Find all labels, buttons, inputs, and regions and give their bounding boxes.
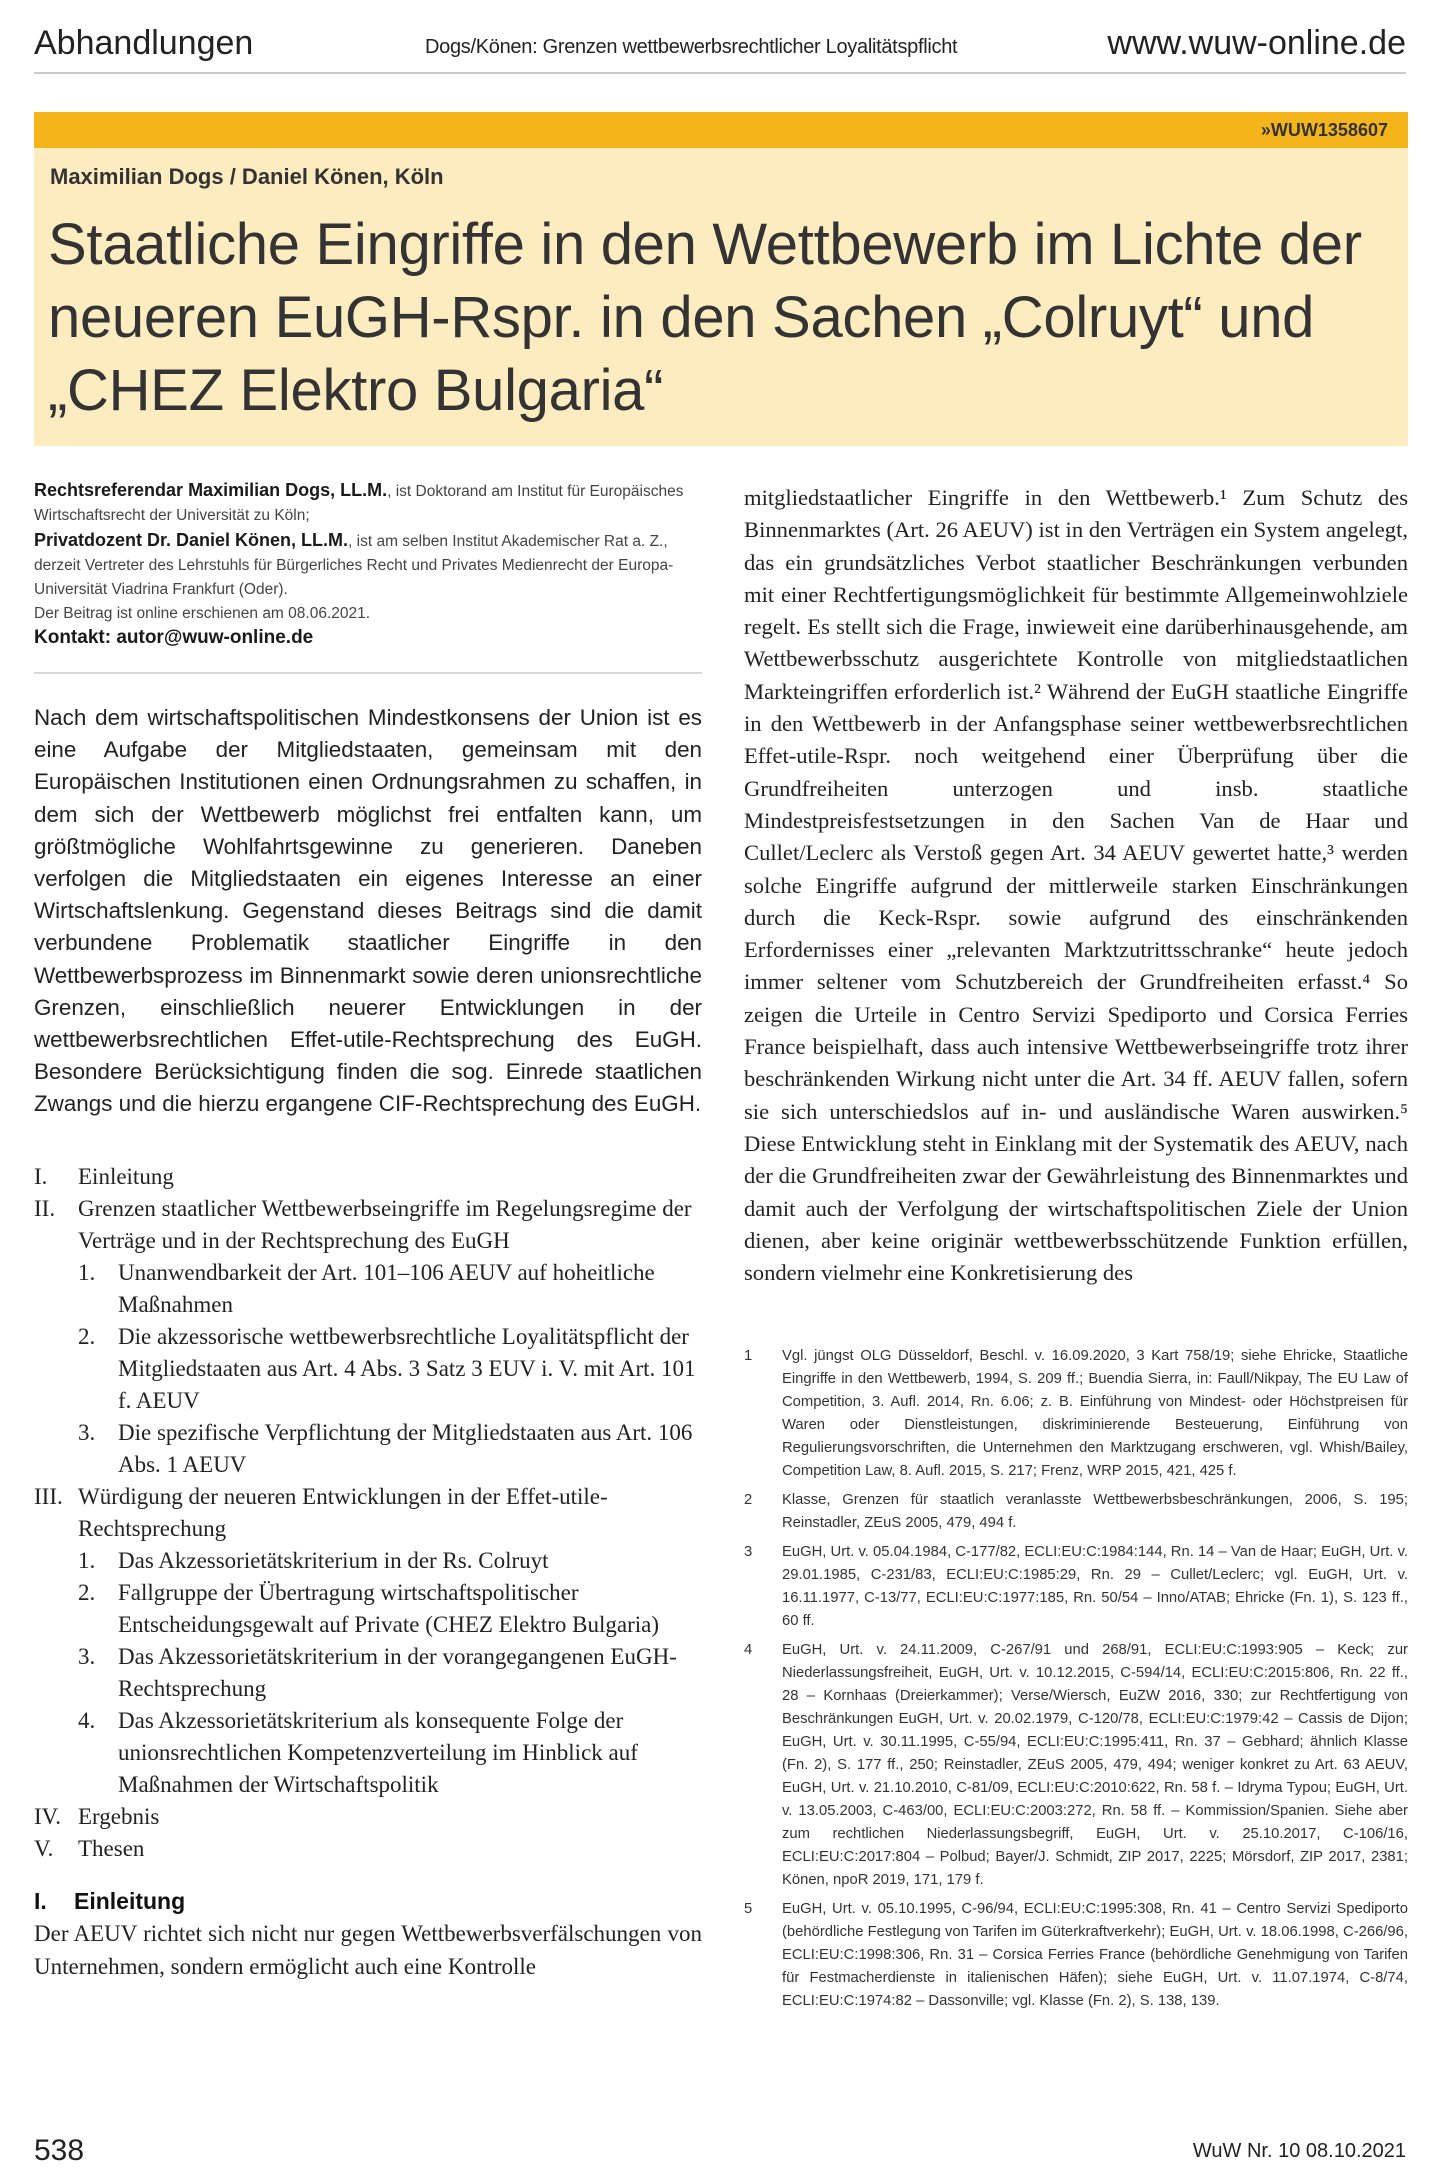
- toc-text: Ergebnis: [78, 1803, 160, 1829]
- toc-text: Die akzessorische wettbewerbsrechtliche Loyalitätspflicht der Mitgliedstaaten aus Art. 4 Abs. 3 Satz 3 EUV i. V. mit Art. 101 f. AEUV: [118, 1323, 696, 1413]
- footnote: [744, 1345, 1408, 1483]
- toc-text: Das Akzessorietätskriterium in der vorangegangenen EuGH-Rechtsprechung: [118, 1643, 677, 1701]
- title-block: [34, 112, 1408, 446]
- footnote: [744, 1541, 1408, 1633]
- author-2-text: , ist am selben Institut Akademischer Rat a. Z., derzeit Vertreter des Lehrstuhls für Bürgerliches Recht und Privates Medienrecht der Europa-Universität Viadrina Frankfurt (Oder).: [34, 533, 674, 598]
- footnote-text: Vgl. jüngst OLG Düsseldorf, Beschl. v. 16.09.2020, 3 Kart 758/19; siehe Ehricke, Staatliche Eingriffe in den Wettbewerb, 1994, S. 209 ff.; Buendia Sierra, in: Faull/Nikpay, The EU Law of Competition, 3. Aufl. 2014, Rn. 6.06; z. B. Einführung von Mindest- oder Höchstpreisen für Waren oder Dienstleistungen, diskriminierende Besteuerung, Einführung von Regulierungsvorschriften, die Unternehmen den Marktzugang erschweren, vgl. Whish/Bailey, Competition Law, 8. Aufl. 2015, S. 217; Frenz, WRP 2015, 421, 425 f.: [782, 1348, 1408, 1480]
- author-2-info: [34, 528, 702, 602]
- toc-text: Das Akzessorietätskriterium in der Rs. Colruyt: [118, 1547, 549, 1573]
- contact-email[interactable]: Kontakt: autor@wuw-online.de: [34, 627, 314, 648]
- toc-subitem[interactable]: [34, 1705, 702, 1801]
- header-divider: [34, 72, 1406, 74]
- toc-number: 1.: [78, 1259, 96, 1285]
- toc-number: V.: [34, 1835, 54, 1861]
- toc-item[interactable]: [34, 1161, 702, 1193]
- toc-number: 2.: [78, 1323, 96, 1349]
- footnote-number: 5: [744, 1901, 753, 1918]
- toc-number: II.: [34, 1195, 56, 1221]
- section-number: I.: [34, 1887, 47, 1914]
- article-title: Staatliche Eingriffe in den Wettbewerb im Lichte der neueren EuGH-Rspr. in den Sachen „Colruyt“ und „CHEZ Elektro Bulgaria“: [48, 212, 1362, 423]
- toc-text: Grenzen staatlicher Wettbewerbseingriffe im Regelungsregime der Verträge und in der Rechtsprechung des EuGH: [78, 1195, 692, 1253]
- toc-item[interactable]: [34, 1481, 702, 1545]
- section-heading: [34, 1885, 702, 1917]
- footnote: [744, 1489, 1408, 1535]
- page-number: 538: [34, 2134, 85, 2167]
- footnotes: [744, 1345, 1408, 2013]
- section-title: Einleitung: [74, 1887, 186, 1914]
- table-of-contents: [34, 1161, 702, 1865]
- footnote-text: EuGH, Urt. v. 05.10.1995, C-96/94, ECLI:EU:C:1995:308, Rn. 41 – Centro Servizi Spediporto (behördliche Festlegung von Tarifen im Güterkraftverkehr); EuGH, Urt. v. 18.06.1998, C-266/96, ECLI:EU:C:1998:306, Rn. 31 – Corsica Ferries France (behördliche Genehmigung von Tarifen für Festmacherdienste in italienischen Häfen); siehe EuGH, Urt. v. 11.07.1974, C-8/74, ECLI:EU:C:1974:82 – Dassonville; vgl. Klasse (Fn. 2), S. 138, 139.: [782, 1901, 1408, 2010]
- section-label: Abhandlungen: [34, 24, 254, 62]
- toc-number: 3.: [78, 1643, 96, 1669]
- author-1-info: [34, 478, 702, 528]
- right-column: [744, 482, 1408, 2019]
- toc-subitem[interactable]: [34, 1545, 702, 1577]
- footnote-text: EuGH, Urt. v. 05.04.1984, C-177/82, ECLI:EU:C:1984:144, Rn. 14 – Van de Haar; EuGH, Urt. v. 29.01.1985, C-231/83, ECLI:EU:C:1985:29, Rn. 29 – Cullet/Leclerc; vgl. EuGH, Urt. v. 16.11.1977, C-13/77, ECLI:EU:C:1977:185, Rn. 50/54 – Inno/ATAB; Ehricke (Fn. 1), S. 123 ff., 60 ff.: [782, 1544, 1408, 1630]
- toc-subitem[interactable]: [34, 1641, 702, 1705]
- toc-number: I.: [34, 1163, 48, 1189]
- abstract: Nach dem wirtschaftspolitischen Mindestkonsens der Union ist es eine Aufgabe der Mitgliedstaaten, gemeinsam mit den Europäischen Institutionen einen Ordnungsrahmen zu schaffen, in dem sich der Wettbewerb möglichst frei entfalten kann, um größtmögliche Wohlfahrtsgewinne zu generieren. Daneben verfolgen die Mitgliedstaaten ein eigenes Interesse an einer Wirtschaftslenkung. Gegenstand dieses Beitrags sind die damit verbundene Problematik staatlicher Eingriffe in den Wettbewerbsprozess im Binnenmarkt sowie deren unionsrechtliche Grenzen, einschließlich neuerer Entwicklungen in der wettbewerbsrechtlichen Effet-utile-Rechtsprechung des EuGH. Besondere Berücksichtigung finden die sog. Einrede staatlichen Zwangs und die hierzu ergangene CIF-Rechtsprechung des EuGH.: [34, 705, 702, 1117]
- toc-number: 2.: [78, 1579, 96, 1605]
- toc-subitem[interactable]: [34, 1417, 702, 1481]
- toc-item[interactable]: [34, 1833, 702, 1865]
- footnote: [744, 1639, 1408, 1892]
- toc-number: 4.: [78, 1707, 96, 1733]
- toc-number: III.: [34, 1483, 63, 1509]
- toc-item[interactable]: [34, 1801, 702, 1833]
- document-id: »WUW1358607: [1260, 120, 1388, 140]
- left-column: [34, 478, 702, 1983]
- title-accent-bar: [34, 112, 1408, 148]
- footnote-number: 3: [744, 1544, 753, 1561]
- footnote-number: 4: [744, 1642, 753, 1659]
- author-1-name: Rechtsreferendar Maximilian Dogs, LL.M.: [34, 480, 388, 500]
- author-1-text: , ist Doktorand am Institut für Europäisches Wirtschaftsrecht der Universität zu Köln;: [34, 483, 684, 524]
- footnote-text: Klasse, Grenzen für staatlich veranlasste Wettbewerbsbeschränkungen, 2006, S. 195; Reinstadler, ZEuS 2005, 479, 494 f.: [782, 1492, 1408, 1532]
- section-intro-text: Der AEUV richtet sich nicht nur gegen Wettbewerbsverfälschungen von Unternehmen, sondern ermöglicht auch eine Kontrolle: [34, 1920, 702, 1979]
- toc-subitem[interactable]: [34, 1321, 702, 1417]
- toc-text: Einleitung: [78, 1163, 174, 1189]
- toc-text: Würdigung der neueren Entwicklungen in der Effet-utile-Rechtsprechung: [78, 1483, 608, 1541]
- toc-text: Thesen: [78, 1835, 145, 1861]
- footnote-text: EuGH, Urt. v. 24.11.2009, C-267/91 und 268/91, ECLI:EU:C:1993:905 – Keck; zur Niederlassungsfreiheit, EuGH, Urt. v. 10.12.2015, C-594/14, ECLI:EU:C:2015:806, Rn. 22 ff., 28 – Kornhaas (Dreierkammer); Verse/Wiersch, EuZW 2016, 330; zur Rechtfertigung von Beschränkungen EuGH, Urt. v. 20.02.1979, C-120/78, ECLI:EU:C:1979:42 – Cassis de Dijon; EuGH, Urt. v. 30.11.1995, C-55/94, ECLI:EU:C:1995:411, Rn. 37 – Gebhard; ähnlich Klasse (Fn. 2), S. 177 ff., 250; Reinstadler, ZEuS 2005, 479, 494; weniger konkret zu Art. 63 AEUV, EuGH, Urt. v. 21.10.2010, C-81/09, ECLI:EU:C:2010:622, Rn. 58 f. – Idryma Typou; EuGH, Urt. v. 13.05.2003, C-463/00, ECLI:EU:C:2003:272, Rn. 58 ff. – Kommission/Spanien. Siehe aber zum rechtlichen Niederlassungsbegriff, EuGH, Urt. v. 25.10.2017, C-106/16, ECLI:EU:C:2017:804 – Polbud; Bayer/J. Schmidt, ZIP 2017, 2225; Mörsdorf, ZIP 2017, 2381; Könen, npoR 2019, 171, 179 f.: [782, 1642, 1408, 1889]
- toc-number: 1.: [78, 1547, 96, 1573]
- online-note: Der Beitrag ist online erschienen am 08.06.2021.: [34, 605, 371, 622]
- footnote-number: 1: [744, 1348, 753, 1365]
- author-info: [34, 478, 702, 674]
- toc-subitem[interactable]: [34, 1577, 702, 1641]
- toc-item[interactable]: [34, 1193, 702, 1257]
- website-link[interactable]: www.wuw-online.de: [1107, 24, 1406, 62]
- footnote-number: 2: [744, 1492, 753, 1509]
- toc-text: Die spezifische Verpflichtung der Mitgliedstaaten aus Art. 106 Abs. 1 AEUV: [118, 1419, 693, 1477]
- toc-text: Unanwendbarkeit der Art. 101–106 AEUV auf hoheitliche Maßnahmen: [118, 1259, 655, 1317]
- toc-text: Fallgruppe der Übertragung wirtschaftspolitischer Entscheidungsgewalt auf Private (CHEZ Elektro Bulgaria): [118, 1579, 659, 1637]
- toc-text: Das Akzessorietätskriterium als konsequente Folge der unionsrechtlichen Kompetenzverteilung im Hinblick auf Maßnahmen der Wirtschaftspolitik: [118, 1707, 638, 1797]
- author-2-name: Privatdozent Dr. Daniel Könen, LL.M.: [34, 530, 349, 550]
- body-text: mitgliedstaatlicher Eingriffe in den Wettbewerb.¹ Zum Schutz des Binnenmarktes (Art. 26 AEUV) ist in den Verträgen ein System angelegt, das ein grundsätzliches Verbot staatlicher Beschränkungen verbunden mit einer Rechtfertigungsmöglichkeit für bestimmte Allgemeinwohlziele regelt. Es stellt sich die Frage, inwieweit eine darüberhinausgehende, am Wettbewerbsschutz ausgerichtete Kontrolle von mitgliedstaatlichen Markteingriffen erforderlich ist.² Während der EuGH staatliche Eingriffe in den Wettbewerb in der Anfangsphase seiner wettbewerbsrechtlichen Effet-utile-Rspr. noch weitgehend einer Überprüfung über die Grundfreiheiten unterzogen und insb. staatliche Mindestpreisfestsetzungen in den Sachen Van de Haar und Cullet/Leclerc als Verstoß gegen Art. 34 AEUV gewertet hatte,³ werden solche Eingriffe aufgrund der mittlerweile starken Einschränkungen durch die Keck-Rspr. sowie aufgrund des einschränkenden Erfordernisses einer „relevanten Marktzutrittsschranke“ heute jedoch immer seltener vom Schutzbereich der Grundfreiheiten erfasst.⁴ So zeigen die Urteile in Centro Servizi Spediporto und Corsica Ferries France beispielhaft, dass auch intensive Wettbewerbseingriffe trotz ihrer beschränkenden Wirkung nicht unter die Art. 34 ff. AEUV fallen, sofern sie sich unterschiedslos auf in- und ausländische Waren auswirken.⁵ Diese Entwicklung steht in Einklang mit der Systematik des AEUV, nach der die Grundfreiheiten zwar der Gewährleistung des Binnenmarktes und damit auch der Verfolgung der wirtschaftspolitischen Ziele der Union dienen, aber keine originär wettbewerbsschützende Funktion erfüllen, sondern vielmehr eine Konkretisierung des: [744, 485, 1408, 1286]
- toc-number: IV.: [34, 1803, 62, 1829]
- toc-number: 3.: [78, 1419, 96, 1445]
- article-authors: Maximilian Dogs / Daniel Könen, Köln: [50, 164, 444, 189]
- issue-info: WuW Nr. 10 08.10.2021: [1192, 2140, 1406, 2162]
- footnote: [744, 1898, 1408, 2013]
- toc-subitem[interactable]: [34, 1257, 702, 1321]
- running-title: Dogs/Könen: Grenzen wettbewerbsrechtlicher Loyalitätspflicht: [425, 36, 958, 58]
